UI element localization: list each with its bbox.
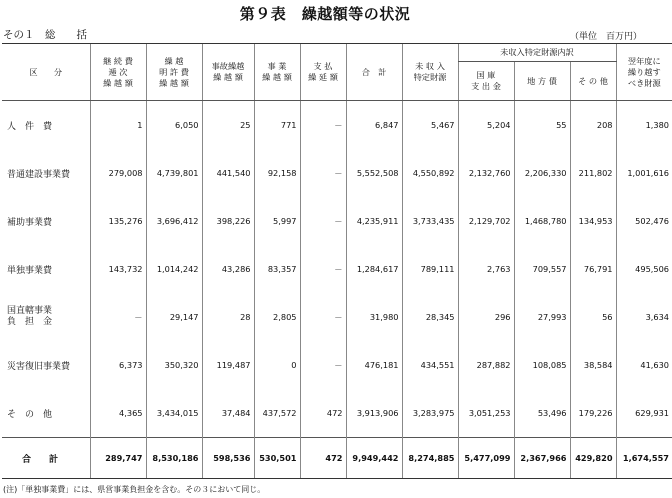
table-cell: 4,365 <box>90 389 146 438</box>
table-cell: 495,506 <box>616 245 672 293</box>
page-title: 第９表 繰越額等の状況 <box>239 5 411 23</box>
table-cell: 25 <box>202 101 254 150</box>
table-cell: 2,763 <box>458 245 514 293</box>
table-cell: 56 <box>570 293 616 341</box>
row-label: そ の 他 <box>7 409 53 420</box>
table-cell: 4,235,911 <box>346 197 402 245</box>
table-cell: 629,931 <box>616 389 672 438</box>
table-cell: 2,805 <box>254 293 300 341</box>
table-cell: 41,630 <box>616 341 672 389</box>
table-cell: 119,487 <box>202 341 254 389</box>
table-row <box>2 389 672 438</box>
table-cell: 5,997 <box>254 197 300 245</box>
table-cell: 441,540 <box>202 149 254 197</box>
table-cell: － <box>300 341 346 389</box>
table-cell: 8,274,885 <box>402 438 458 479</box>
table-cell: 6,847 <box>346 101 402 150</box>
table-cell: 287,882 <box>458 341 514 389</box>
header-accident-carryover: 事故繰越 繰 越 額 <box>202 44 254 101</box>
table-row <box>2 245 672 293</box>
table-cell: 5,552,508 <box>346 149 402 197</box>
table-cell: － <box>300 245 346 293</box>
table-cell: － <box>90 293 146 341</box>
table-cell: － <box>300 149 346 197</box>
header-continuing-expense: 継 続 費 逓 次 繰 越 額 <box>90 44 146 101</box>
table-cell: 1,468,780 <box>514 197 570 245</box>
table-cell: 0 <box>254 341 300 389</box>
table-cell: 37,484 <box>202 389 254 438</box>
table-cell: 6,050 <box>146 101 202 150</box>
header-category: 区 分 <box>2 44 90 101</box>
header-project-carryover: 事 業 繰 越 額 <box>254 44 300 101</box>
table-cell: 5,204 <box>458 101 514 150</box>
table-cell: 3,696,412 <box>146 197 202 245</box>
table-cell: 83,357 <box>254 245 300 293</box>
table-cell: － <box>300 197 346 245</box>
table-cell: 1 <box>90 101 146 150</box>
table-cell: 2,129,702 <box>458 197 514 245</box>
table-cell: 53,496 <box>514 389 570 438</box>
table-cell: 208 <box>570 101 616 150</box>
header-other-sources: そ の 他 <box>570 62 616 101</box>
header-breakdown-group: 未収入特定財源内訳 <box>458 44 616 62</box>
table-cell: 1,014,242 <box>146 245 202 293</box>
table-cell: 530,501 <box>254 438 300 479</box>
unit-label: （単位 百万円） <box>569 32 642 42</box>
table-cell: 5,467 <box>402 101 458 150</box>
table-cell: 76,791 <box>570 245 616 293</box>
header-local-bonds: 地 方 債 <box>514 62 570 101</box>
table-cell: 6,373 <box>90 341 146 389</box>
table-cell: 27,993 <box>514 293 570 341</box>
table-cell: 279,008 <box>90 149 146 197</box>
table-cell: 472 <box>300 389 346 438</box>
header-national-subsidy: 国 庫 支 出 金 <box>458 62 514 101</box>
table-cell: 1,284,617 <box>346 245 402 293</box>
header-next-year-source: 翌年度に 繰り越す べき財源 <box>616 44 672 101</box>
row-label: 人 件 費 <box>7 121 53 132</box>
table-cell: 2,367,966 <box>514 438 570 479</box>
table-body <box>2 101 672 479</box>
header-payment-deferral: 支 払 繰 延 額 <box>300 44 346 101</box>
table-cell: 771 <box>254 101 300 150</box>
table-cell: 2,206,330 <box>514 149 570 197</box>
table-cell: 296 <box>458 293 514 341</box>
table-cell: 143,732 <box>90 245 146 293</box>
table-cell: 3,634 <box>616 293 672 341</box>
row-label: 災害復旧事業費 <box>7 361 71 372</box>
row-label: 普通建設事業費 <box>7 169 71 180</box>
table-cell: 350,320 <box>146 341 202 389</box>
table-cell: 1,001,616 <box>616 149 672 197</box>
table-cell: 1,380 <box>616 101 672 150</box>
table-cell: － <box>300 293 346 341</box>
table-cell: 1,674,557 <box>616 438 672 479</box>
table-cell: 598,536 <box>202 438 254 479</box>
table-cell: 211,802 <box>570 149 616 197</box>
table-cell: 3,434,015 <box>146 389 202 438</box>
table-cell: 179,226 <box>570 389 616 438</box>
table-cell: 55 <box>514 101 570 150</box>
table-cell: 4,739,801 <box>146 149 202 197</box>
row-label: 合 計 <box>2 438 90 479</box>
total-row <box>2 438 672 479</box>
table-row <box>2 197 672 245</box>
table-cell: 38,584 <box>570 341 616 389</box>
table-row <box>2 101 672 150</box>
table-cell: 2,132,760 <box>458 149 514 197</box>
table-cell: 108,085 <box>514 341 570 389</box>
table-row <box>2 341 672 389</box>
table-cell: 135,276 <box>90 197 146 245</box>
header-carryover-permit: 繰 越 明 許 費 繰 越 額 <box>146 44 202 101</box>
row-label: 補助事業費 <box>7 217 53 228</box>
header-unreceived-revenue: 未 収 入 特定財源 <box>402 44 458 101</box>
table-cell: 289,747 <box>90 438 146 479</box>
table-cell: 437,572 <box>254 389 300 438</box>
table-cell: 43,286 <box>202 245 254 293</box>
table-cell: 502,476 <box>616 197 672 245</box>
table-cell: 9,949,442 <box>346 438 402 479</box>
table-cell: 28 <box>202 293 254 341</box>
table-cell: 434,551 <box>402 341 458 389</box>
table-cell: 472 <box>300 438 346 479</box>
table-row <box>2 149 672 197</box>
carryover-table <box>2 43 672 479</box>
table-cell: 92,158 <box>254 149 300 197</box>
row-label: 国直轄事業 負 担 金 <box>7 306 53 327</box>
table-cell: 8,530,186 <box>146 438 202 479</box>
table-cell: 29,147 <box>146 293 202 341</box>
table-cell: － <box>300 101 346 150</box>
header-total: 合 計 <box>346 44 402 101</box>
table-cell: 5,477,099 <box>458 438 514 479</box>
table-row <box>2 293 672 341</box>
table-cell: 4,550,892 <box>402 149 458 197</box>
table-cell: 3,913,906 <box>346 389 402 438</box>
table-cell: 31,980 <box>346 293 402 341</box>
section-subtitle: その１ 総 括 <box>3 29 87 41</box>
table-cell: 709,557 <box>514 245 570 293</box>
table-cell: 134,953 <box>570 197 616 245</box>
table-cell: 429,820 <box>570 438 616 479</box>
row-label: 単独事業費 <box>7 265 53 276</box>
table-cell: 3,051,253 <box>458 389 514 438</box>
footnote: (注)「単独事業費」には、県営事業負担金を含む。その３において同じ。 <box>3 485 266 494</box>
table-cell: 398,226 <box>202 197 254 245</box>
table-cell: 3,733,435 <box>402 197 458 245</box>
table-cell: 789,111 <box>402 245 458 293</box>
table-cell: 28,345 <box>402 293 458 341</box>
table-cell: 476,181 <box>346 341 402 389</box>
table-cell: 3,283,975 <box>402 389 458 438</box>
